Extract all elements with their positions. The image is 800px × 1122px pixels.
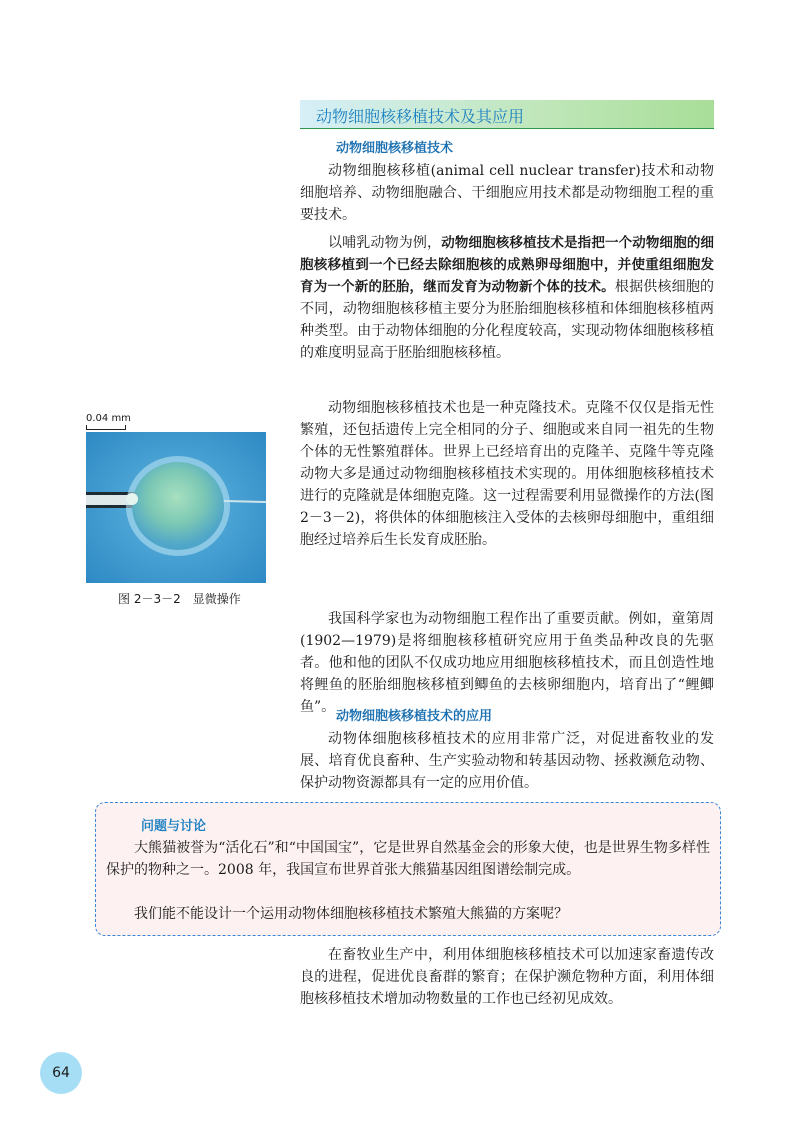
section-header [300, 100, 714, 129]
figure-caption: 图 2－3－2 显微操作 [118, 592, 241, 606]
discussion-box [95, 802, 721, 936]
paragraph-scientist: 我国科学家也为动物细胞工程作出了重要贡献。例如，童第周(1902—1979)是将细胞核移植研究应用于鱼类品种改良的先驱者。他和他的团队不仅成功地应用细胞核移植技术，而且创造性地将鲤鱼的胚胎细胞核移植到鲫鱼的去核卵细胞内，培育出了“鲤鲫鱼”。 [300, 611, 714, 715]
paragraph-clone: 动物细胞核移植技术也是一种克隆技术。克隆不仅仅是指无性繁殖，还包括遗传上完全相同的分子、细胞或来自同一祖先的生物个体的无性繁殖群体。世界上已经培育出的克隆羊、克隆牛等克隆动物大多是通过动物细胞核移植技术实现的。用体细胞核移植技术进行的克隆就是体细胞克隆。这一过程需要利用显微操作的方法(图 2－3－2)，将供体的体细胞核注入受体的去核卵母细胞中，重组细胞经过培养后生长发育成胚胎。 [300, 400, 714, 548]
discussion-paragraph-2: 我们能不能设计一个运用动物体细胞核移植技术繁殖大熊猫的方案呢？ [134, 906, 568, 922]
section-title: 动物细胞核移植技术及其应用 [316, 107, 525, 126]
subhead-tech: 动物细胞核移植技术 [336, 141, 454, 156]
micromanipulation-image [86, 432, 266, 583]
micromanipulation-photo [86, 432, 266, 583]
definition-bold: 动物细胞核移植技术是指把一个动物细胞的细胞核移植到一个已经去除细胞核的成熟卵母细胞中，并使重组细胞发育为一个新的胚胎，继而发育为动物新个体的技术。 [300, 235, 715, 295]
paragraph-intro: 动物细胞核移植(animal cell nuclear transfer)技术和动物细胞培养、动物细胞融合、干细胞应用技术都是动物细胞工程的重要技术。 [300, 163, 714, 223]
scale-bar [86, 425, 126, 430]
discussion-title: 问题与讨论 [141, 819, 207, 834]
page-number: 64 [40, 1052, 82, 1094]
scale-label: 0.04 mm [86, 413, 131, 424]
paragraph-conclusion: 在畜牧业生产中，利用体细胞核移植技术可以加速家畜遗传改良的进程，促进优良畜群的繁育；在保护濒危物种方面，利用体细胞核移植技术增加动物数量的工作也已经初见成效。 [300, 947, 714, 1007]
definition-rest: 根据供核细胞的不同，动物细胞核移植主要分为胚胎细胞核移植和体细胞核移植两种类型。由于动物体细胞的分化程度较高，实现动物体细胞核移植的难度明显高于胚胎细胞核移植。 [300, 279, 715, 361]
paragraph-definition [300, 232, 714, 364]
definition-prefix: 以哺乳动物为例， [328, 235, 442, 251]
paragraph-application: 动物体细胞核移植技术的应用非常广泛，对促进畜牧业的发展、培育优良畜种、生产实验动物和转基因动物、拯救濒危动物、保护动物资源都具有一定的应用价值。 [300, 731, 714, 791]
discussion-paragraph-1: 大熊猫被誉为“活化石”和“中国国宝”，它是世界自然基金会的形象大使，也是世界生物多样性保护的物种之一。2008 年，我国宣布世界首张大熊猫基因组图谱绘制完成。 [106, 840, 710, 878]
subhead-application: 动物细胞核移植技术的应用 [336, 709, 493, 724]
